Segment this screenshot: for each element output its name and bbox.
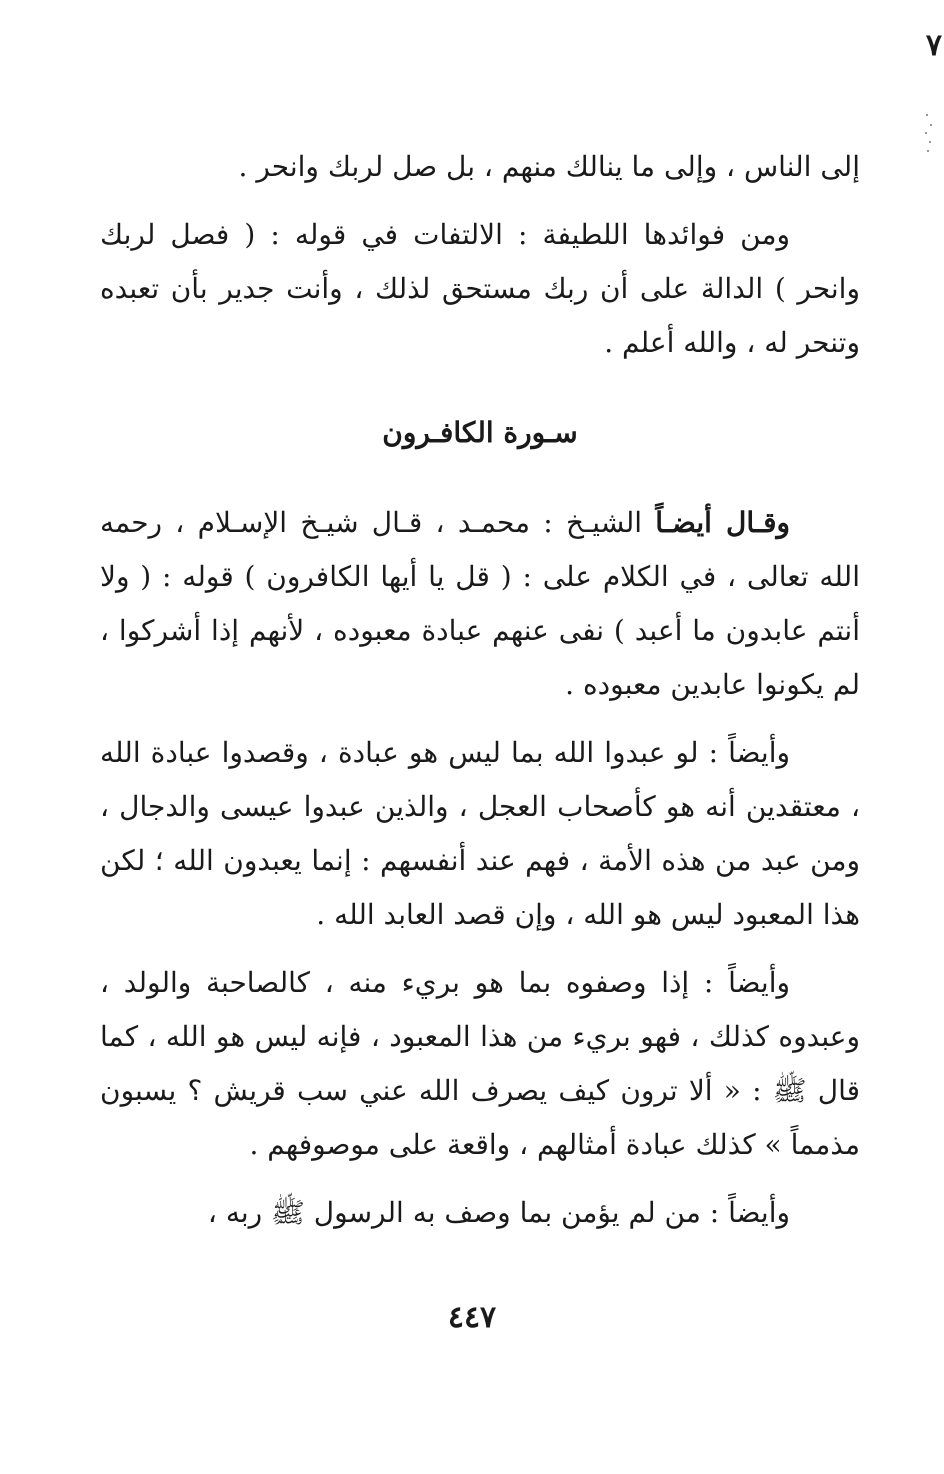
page-body — [100, 140, 860, 1254]
corner-mark: ٧ — [925, 28, 942, 63]
paragraph-continuation: إلى الناس ، وإلى ما ينالك منهم ، بل صل لربك وانحر . — [238, 150, 860, 183]
paragraph-sheikh-statement — [100, 496, 860, 712]
paragraph-worship: وأيضاً : لو عبدوا الله بما ليس هو عبادة ، وقصدوا عبادة الله ، معتقدين أنه هو كأصحاب العجل ، والذين عبدوا عيسى والدجال ، ومن عبد من هذه الأمة ، فهم عند أنفسهم : إنما يعبدون الله ؛ لكن هذا المعبود ليس هو الله ، وإن قصد العابد الله . — [100, 736, 860, 931]
paragraph-lead: وقـال أيضـاً — [655, 506, 790, 539]
paragraph-body: الشيـخ : محمـد ، قـال شيـخ الإسـلام ، رحمه الله تعالى ، في الكلام على : ( قل يا أيها الكافرون ) قوله : ( ولا أنتم عابدون ما أعبد ) نفى عنهم عبادة معبوده ، لأنهم إذا أشركوا ، لم يكونوا عابدين معبوده . — [100, 506, 860, 701]
paragraph-belief: وأيضاً : من لم يؤمن بما وصف به الرسول ﷺ ربه ، — [207, 1196, 790, 1229]
section-heading: سـورة الكافـرون — [382, 416, 578, 449]
paragraph-description: وأيضاً : إذا وصفوه بما هو بريء منه ، كالصاحبة والولد ، وعبدوه كذلك ، فهو بريء من هذا المعبود ، فإنه ليس هو الله ، كما قال ﷺ : « ألا ترون كيف يصرف الله عني سب قريش ؟ يسبون مذمماً » كذلك عبادة أمثالهم ، واقعة على موصوفهم . — [100, 966, 860, 1161]
paragraph-benefits: ومن فوائدها اللطيفة : الالتفات في قوله : ( فصل لربك وانحر ) الدالة على أن ربك مستحق لذلك ، وأنت جدير بأن تعبده وتنحر له ، والله أعلم . — [100, 218, 860, 359]
margin-specks — [924, 110, 934, 160]
page-number: ٤٤٧ — [447, 1300, 497, 1335]
